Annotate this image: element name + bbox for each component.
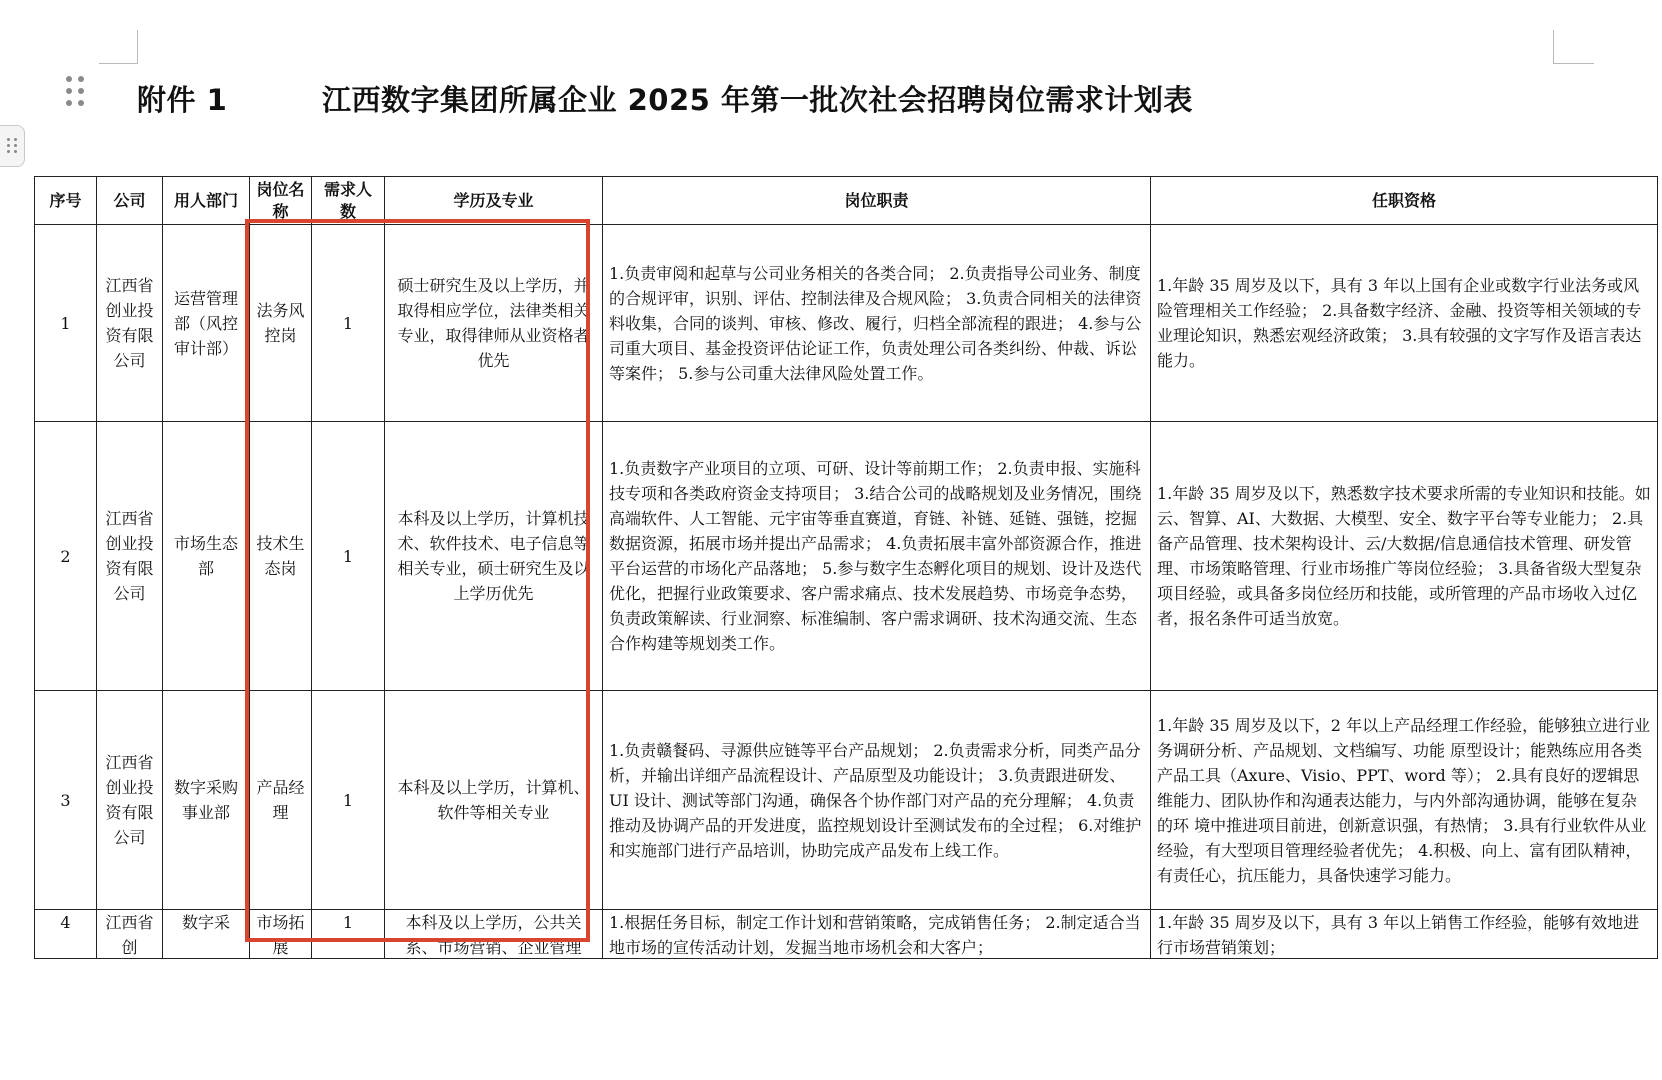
cell-seq: 1 [35,225,97,422]
cell-position [250,910,312,959]
header-position: 岗位名称 [250,177,312,225]
cell-company: 江西省创业投资有限公司 [97,691,163,910]
recruitment-plan-table [34,176,1658,959]
grip-icon [7,138,18,154]
table-row [35,910,1658,959]
duty-line: 3.负责合同相关的法律资料收集，合同的谈判、审核、修改、履行，归档全部流程的跟进； [609,288,1142,333]
cell-education: 本科及以上学历，计算机技术、软件技术、电子信息等相关专业，硕士研究生及以上学历优先 [385,422,603,691]
cell-qualifications [1151,422,1658,691]
table-row [35,225,1658,422]
cell-qualifications [1151,691,1658,910]
drag-handle-icon[interactable] [66,76,86,108]
duty-line: 2.负责申报、实施科技专项和各类政府资金支持项目； [609,459,1141,503]
duty-line: 5.参与数字生态孵化项目的规划、设计及迭代优化，把握行业政策要求、客户需求痛点、技术发展趋势、市场竞争态势，负责政策解读、行业洞察、标准编制、客户需求调研、技术沟通交流、生态合作构建等规划类工作。 [609,559,1142,653]
qualification-line: 2.具备产品管理、技术架构设计、云/大数据/信息通信技术管理、研发管理、市场策略管理、行业市场推广等岗位经验； [1157,509,1644,578]
duty-line: 2.负责需求分析，同类产品分析，并输出详细产品流程设计、产品原型及功能设计； [609,740,1141,785]
cell-education: 本科及以上学历，计算机、软件等相关专业 [385,691,603,910]
cell-position: 法务风控岗 [250,225,312,422]
table-header-row [35,177,1658,225]
cell-dept: 运营管理部（风控审计部） [163,225,250,422]
cell-company [97,910,163,959]
qualification-line: 3.具有行业软件从业经验，有大型项目管理经验者优先； [1157,815,1647,860]
cell-duties [603,910,1151,959]
table-row [35,422,1658,691]
duty-line: 1.根据任务目标，制定工作计划和营销策略，完成销售任务； [609,913,1041,932]
duty-line: 2.负责指导公司业务、制度的合规评审，识别、评估、控制法律及合规风险； [609,263,1141,308]
cell-duties [603,691,1151,910]
cell-dept: 市场生态部 [163,422,250,691]
header-duties: 岗位职责 [603,177,1151,225]
cell-position: 技术生态岗 [250,422,312,691]
duty-line: 1.负责赣餐码、寻源供应链等平台产品规划； [609,740,929,760]
cell-dept-text: 数字采 [181,913,230,932]
duty-line: 4.负责拓展丰富外部资源合作，推进平台运营的市场化产品落地； [609,534,1142,578]
cell-seq [35,910,97,959]
qualification-line: 3.具有较强的文字写作及语言表达能力。 [1157,326,1642,370]
duty-line: 3.负责跟进研发、UI 设计、测试等部门沟通，确保各个协作部门对产品的充分理解； [609,765,1126,810]
cell-seq: 2 [35,422,97,691]
attachment-label: 附件 1 [137,83,228,117]
cell-count [312,910,385,959]
cell-duties-clip [609,910,1144,958]
qualification-line: 1.年龄 35 周岁及以下，2 年以上产品经理工作经验，能够独立进行业务调研分析、产品规划、文档编写、功能 原型设计；能熟练应用各类产品工具（Axure、Visio、PPT、word 等）； [1157,715,1651,785]
duty-line: 1.负责数字产业项目的立项、可研、设计等前期工作； [609,459,993,478]
cell-qualifications [1151,225,1658,422]
qualification-line: 1.年龄 35 周岁及以下，具有 3 年以上国有企业或数字行业法务或风险管理相关工作经验； [1157,276,1640,320]
duty-line: 3.结合公司的战略规划及业务情况，围绕高端软件、人工智能、元宇宙等垂直赛道，育链、补链、延链、强链，挖掘数据资源，拓展市场并提出产品需求； [609,484,1142,553]
cell-position-text: 市场拓展 [256,913,305,957]
qualification-line: 4.积极、向上、富有团队精神，有责任心，抗压能力，具备快速学习能力。 [1157,840,1642,885]
header-qualifications: 任职资格 [1151,177,1658,225]
cell-company-text: 江西省创 [105,913,154,957]
header-seq: 序号 [35,177,97,225]
document-header [137,78,1193,119]
cell-education-text: 本科及以上学历，公共关系、市场营销、企业管理 [405,913,582,957]
crop-mark-top-left [99,30,138,64]
cell-education [385,910,603,959]
document-title: 江西数字集团所属企业 2025 年第一批次社会招聘岗位需求计划表 [322,83,1193,117]
cell-seq-text: 4 [60,913,71,932]
duty-line: 4.参与公司重大项目、基金投资评估论证工作，负责处理公司各类纠纷、仲裁、诉讼等案件； [609,313,1142,383]
cell-count: 1 [312,691,385,910]
qualification-line: 1.年龄 35 周岁及以下，具有 3 年以上销售工作经验，能够有效地进行市场营销策划； [1157,913,1640,957]
cell-duties [603,422,1151,691]
header-education: 学历及专业 [385,177,603,225]
cell-position: 产品经理 [250,691,312,910]
table-row [35,691,1658,910]
qualification-line: 1.年龄 35 周岁及以下，熟悉数字技术要求所需的专业知识和技能。如云、智算、AI、大数据、大模型、安全、数字平台等专业能力； [1157,484,1651,528]
cell-count: 1 [312,422,385,691]
qualification-line: 3.具备省级大型复杂项目经验，或具备多岗位经历和技能，或所管理的产品市场收入过亿者，报名条件可适当放宽。 [1157,559,1642,628]
qualification-line: 2.具有良好的逻辑思维能力、团队协作和沟通表达能力，与内外部沟通协调，能够在复杂的环 境中推进项目前进，创新意识强，有热情； [1157,765,1640,835]
cell-duties [603,225,1151,422]
duty-line: 1.负责审阅和起草与公司业务相关的各类合同； [609,263,945,283]
header-company: 公司 [97,177,163,225]
cell-dept [163,910,250,959]
header-dept: 用人部门 [163,177,250,225]
cell-count-text: 1 [342,913,354,932]
cell-count: 1 [312,225,385,422]
crop-mark-top-right [1553,30,1594,64]
duty-line: 4.负责推动及协调产品的开发进度，监控规划设计至测试发布的全过程； [609,790,1135,835]
cell-dept: 数字采购事业部 [163,691,250,910]
duty-line: 6.对维护和实施部门进行产品培训，协助完成产品发布上线工作。 [609,815,1142,860]
qualification-line: 2.具备数字经济、金融、投资等相关领域的专业理论知识，熟悉宏观经济政策； [1157,301,1642,345]
duty-line: 5.参与公司重大法律风险处置工作。 [678,363,934,383]
cell-seq: 3 [35,691,97,910]
side-panel-toggle[interactable] [0,125,25,167]
header-count: 需求人数 [312,177,385,225]
cell-qualifications [1151,910,1658,959]
cell-company: 江西省创业投资有限公司 [97,422,163,691]
duty-line: 2.制定适合当地市场的宣传活动计划，发掘当地市场机会和大客户； [609,913,1141,957]
cell-qualifications-clip [1157,910,1651,958]
cell-company: 江西省创业投资有限公司 [97,225,163,422]
cell-education: 硕士研究生及以上学历，并取得相应学位，法律类相关专业，取得律师从业资格者优先 [385,225,603,422]
